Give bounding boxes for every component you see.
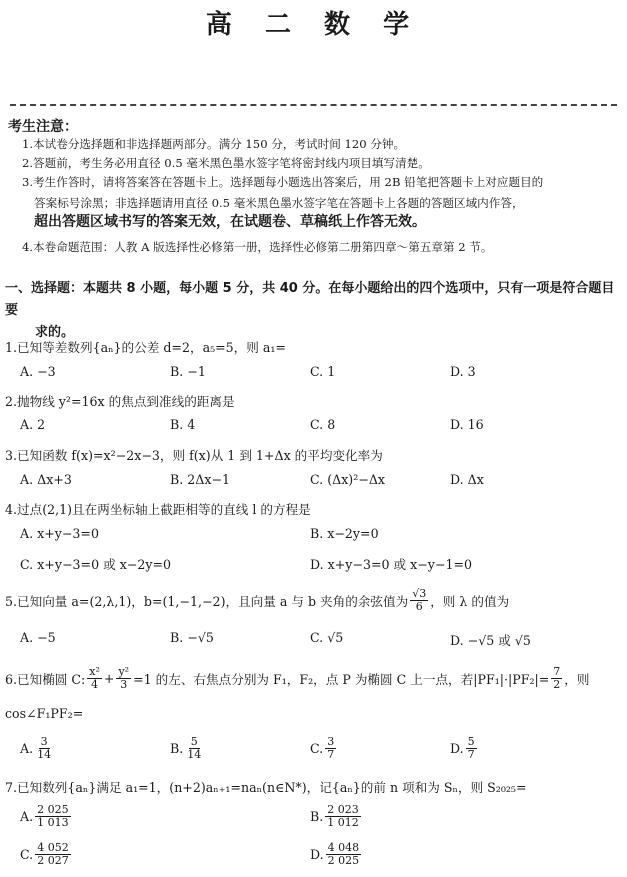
fraction xyxy=(35,736,53,761)
denominator: 1 012 xyxy=(327,816,359,829)
option-letter: C. xyxy=(20,847,34,862)
option-letter: C. xyxy=(310,741,324,756)
numerator: y² xyxy=(118,665,130,678)
question-3-options xyxy=(0,472,627,502)
fraction xyxy=(325,736,336,761)
denominator: 4 xyxy=(91,678,99,691)
option-letter: A. xyxy=(20,741,34,756)
option: C. x+y−3=0 或 x−2y=0 xyxy=(20,557,172,572)
notice-item xyxy=(22,195,622,211)
option: D. x+y−3=0 或 x−y−1=0 xyxy=(310,557,473,572)
notice-item: 3.考生作答时，请将答案答在答题卡上。选择题每小题选出答案后，用 2B 铅笔把答题卡上对应题目的 xyxy=(22,175,544,189)
numerator: 3 xyxy=(40,735,48,748)
question-7-options-row2 xyxy=(0,842,627,872)
option: B. 4 xyxy=(170,417,196,432)
option xyxy=(310,804,363,829)
question-4-options-row1 xyxy=(0,526,627,556)
question-4-options-row2 xyxy=(0,554,627,584)
question-2-stem: 2.抛物线 y²=16x 的焦点到准线的距离是 xyxy=(5,394,235,409)
question-1-options xyxy=(0,364,627,394)
option-letter: B. xyxy=(170,741,184,756)
option: A. Δx+3 xyxy=(20,472,72,487)
denominator: 14 xyxy=(37,748,52,761)
option-letter: D. xyxy=(450,741,464,756)
notice-item: 4.本卷命题范围：人教 A 版选择性必修第一册，选择性必修第二册第四章～第五章第 2 节。 xyxy=(22,240,493,254)
denominator: 14 xyxy=(187,748,202,761)
option: A. −5 xyxy=(20,630,56,645)
stem-text: =1 的左、右焦点分别为 F₁，F₂，点 P 为椭圆 C 上一点，若|PF₁|·|PF₂|= xyxy=(133,672,550,687)
fraction xyxy=(35,804,71,829)
notice-item: 2.答题前，考生务必用直径 0.5 毫米黑色墨水签字笔将密封线内项目填写清楚。 xyxy=(22,156,430,170)
notice-item-cont: 答案标号涂黑；非选择题请用直径 0.5 毫米黑色墨水签字笔在答题卡上各题的答题区域内作答， xyxy=(34,196,524,210)
numerator: √3 xyxy=(412,587,427,600)
option-letter: A. xyxy=(20,809,34,824)
notice-heading: 考生注意： xyxy=(8,119,78,135)
question-6-options xyxy=(0,736,627,766)
option xyxy=(170,736,205,761)
option: B. x−2y=0 xyxy=(310,526,379,541)
question-4-stem: 4.过点(2,1)且在两坐标轴上截距相等的直线 l 的方程是 xyxy=(5,502,311,517)
question-3-stem: 3.已知函数 f(x)=x²−2x−3，则 f(x)从 1 到 1+Δx 的平均变化率为 xyxy=(5,448,383,463)
question-2-options xyxy=(0,417,627,447)
option xyxy=(20,842,73,867)
numerator: 5 xyxy=(467,735,475,748)
question-6-stem xyxy=(5,666,620,691)
option: B. −√5 xyxy=(170,630,214,645)
option: B. 2Δx−1 xyxy=(170,472,231,487)
denominator: 7 xyxy=(467,748,475,761)
numerator: x² xyxy=(89,665,100,678)
notice-warning: 超出答题区域书写的答案无效，在试题卷、草稿纸上作答无效。 xyxy=(34,214,426,230)
option: A. 2 xyxy=(20,417,46,432)
denominator: 7 xyxy=(327,748,335,761)
question-1-stem: 1.已知等差数列{aₙ}的公差 d=2，a₅=5，则 a₁= xyxy=(5,340,286,355)
section-line: 一、选择题：本题共 8 小题，每小题 5 分，共 40 分。在每小题给出的四个选项中，只有一项是符合题目要 xyxy=(5,281,615,318)
option: D. 3 xyxy=(450,364,476,379)
denominator: 6 xyxy=(415,600,423,613)
option xyxy=(450,736,479,761)
fraction xyxy=(116,666,131,691)
page-title: 高 二 数 学 xyxy=(205,10,422,40)
option: A. x+y−3=0 xyxy=(20,526,99,541)
option: C. 8 xyxy=(310,417,336,432)
notice-item-bold xyxy=(22,214,622,230)
numerator: 2 025 xyxy=(37,803,69,816)
numerator: 4 048 xyxy=(327,841,360,854)
denominator: 1 013 xyxy=(37,816,69,829)
option-letter: D. xyxy=(310,847,324,862)
section-line: 求的。 xyxy=(35,325,75,340)
fraction xyxy=(551,666,562,691)
section-heading xyxy=(5,278,620,344)
question-5-options xyxy=(0,630,627,660)
option-letter: B. xyxy=(310,809,324,824)
option xyxy=(310,842,363,867)
option xyxy=(310,736,338,761)
question-6-stem-line2: cos∠F₁PF₂= xyxy=(5,706,84,721)
option: C. 1 xyxy=(310,364,336,379)
fraction xyxy=(325,804,361,829)
dashed-divider xyxy=(10,104,617,106)
denominator: 2 xyxy=(553,678,561,691)
stem-text: ，则 xyxy=(564,672,590,687)
option: A. −3 xyxy=(20,364,56,379)
notice-item: 1.本试卷分选择题和非选择题两部分。满分 150 分，考试时间 120 分钟。 xyxy=(22,137,406,151)
option xyxy=(20,804,73,829)
denominator: 2 027 xyxy=(37,854,69,867)
numerator: 5 xyxy=(190,735,198,748)
question-7-stem: 7.已知数列{aₙ}满足 a₁=1，(n+2)aₙ₊₁=naₙ(n∈N*)，记{aₙ}的前 n 项和为 Sₙ，则 S₂₀₂₅= xyxy=(5,780,527,795)
numerator: 4 052 xyxy=(37,841,69,854)
denominator: 3 xyxy=(120,678,128,691)
stem-text: 5.已知向量 a=(2,λ,1)，b=(1,−1,−2)，且向量 a 与 b 夹角的余弦值为 xyxy=(5,594,409,609)
fraction xyxy=(410,588,428,613)
denominator: 2 025 xyxy=(327,854,360,867)
numerator: 2 023 xyxy=(327,803,359,816)
question-7-options-row1 xyxy=(0,804,627,834)
fraction xyxy=(466,736,477,761)
numerator: 7 xyxy=(553,665,561,678)
option: C. √5 xyxy=(310,630,344,645)
fraction xyxy=(35,842,71,867)
stem-text: 6.已知椭圆 C: xyxy=(5,672,86,687)
fraction xyxy=(87,666,102,691)
option xyxy=(20,736,55,761)
option: D. −√5 或 √5 xyxy=(450,633,531,648)
fraction xyxy=(185,736,203,761)
option: B. −1 xyxy=(170,364,206,379)
numerator: 3 xyxy=(327,735,335,748)
stem-text: ，则 λ 的值为 xyxy=(430,594,510,609)
plus-sign: + xyxy=(103,671,115,686)
option: D. 16 xyxy=(450,417,484,432)
fraction xyxy=(326,842,362,867)
question-5-stem xyxy=(5,588,620,613)
option: C. (Δx)²−Δx xyxy=(310,472,386,487)
option: D. Δx xyxy=(450,472,484,487)
